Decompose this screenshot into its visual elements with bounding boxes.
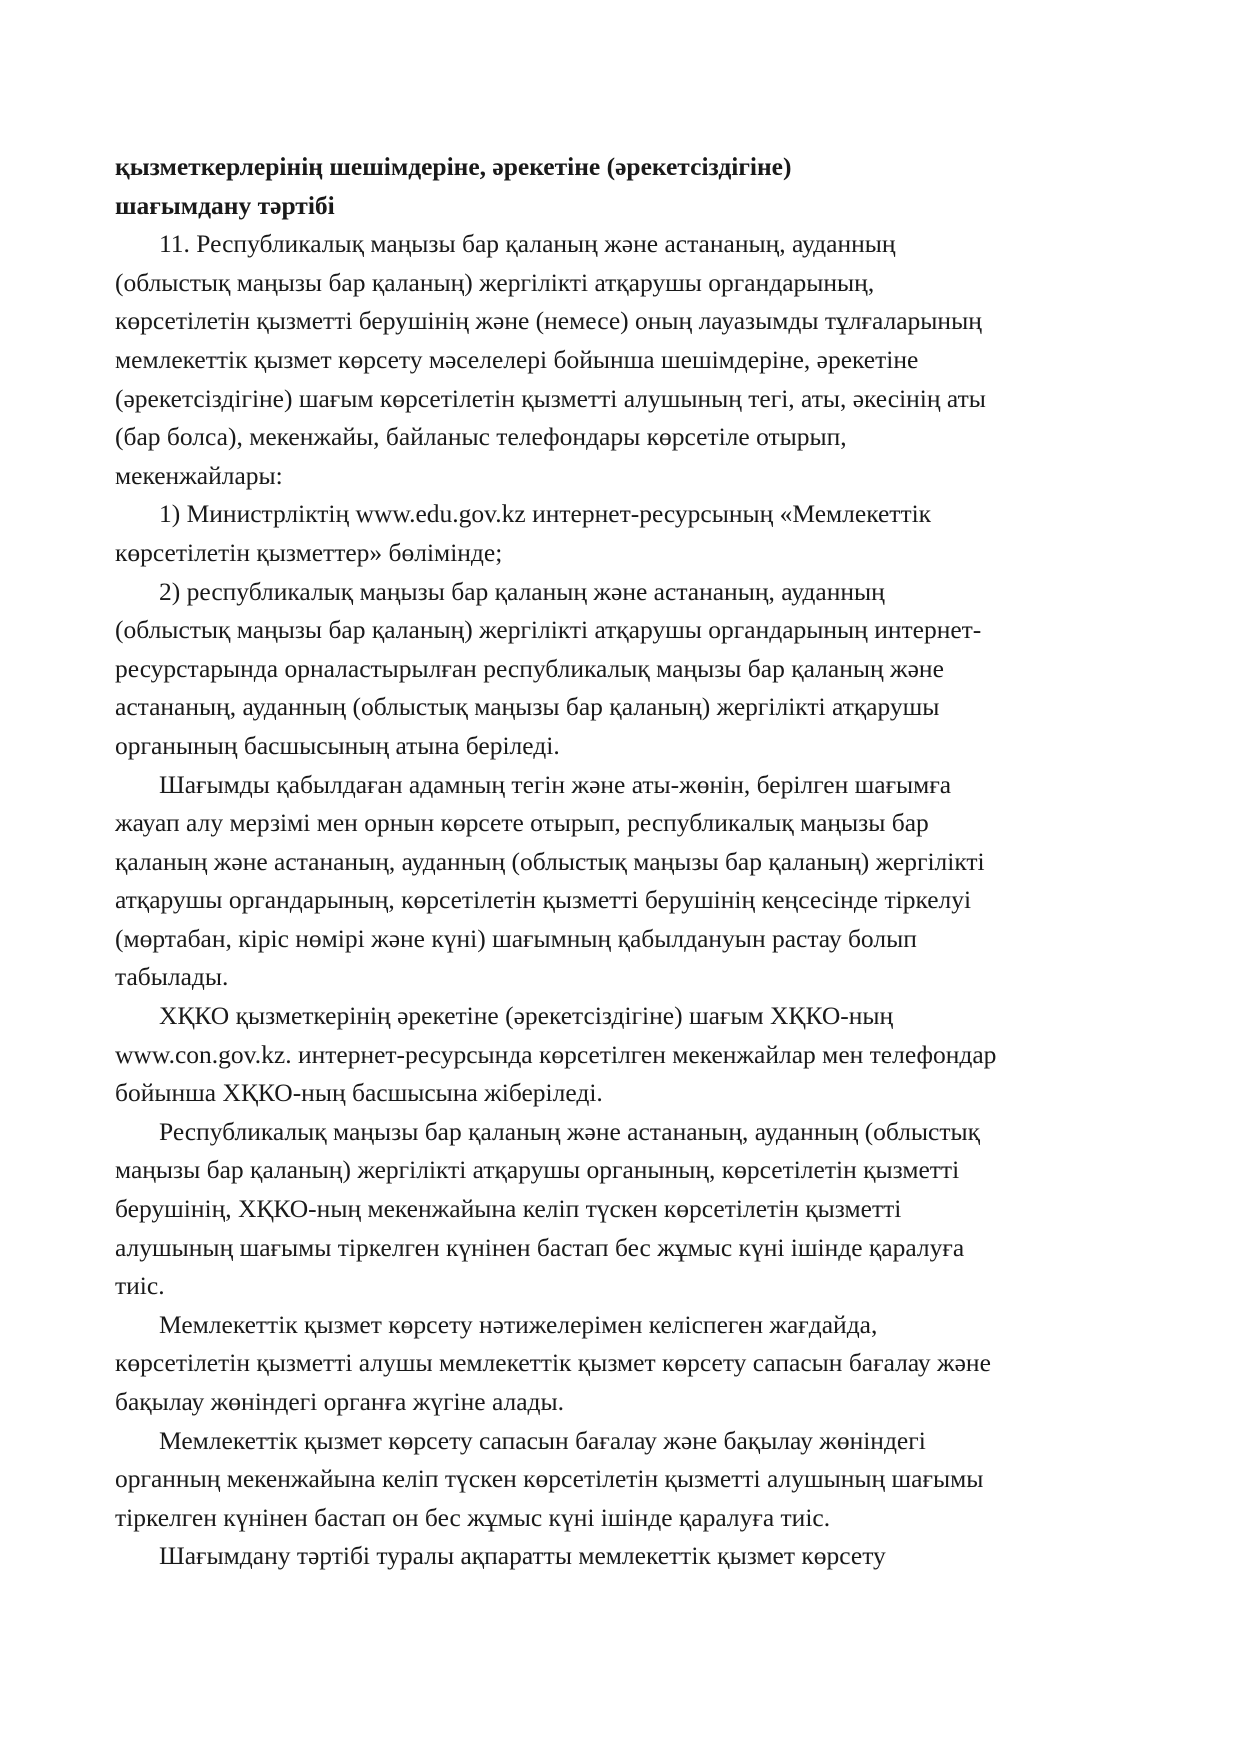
paragraph-line: берушінің, ХҚКО-ның мекенжайына келіп түскен көрсетілетін қызметті (115, 1194, 902, 1224)
paragraph-line: көрсетілетін қызметті берушінің және (немесе) оның лауазымды тұлғаларының (115, 306, 982, 336)
document-text (115, 148, 1150, 1576)
paragraph-first-line: 2) республикалық маңызы бар қаланың және астананың, ауданның (159, 576, 885, 606)
paragraph-line: органның мекенжайына келіп түскен көрсетілетін қызметті алушының шағымы (115, 1464, 984, 1494)
paragraph-line: (облыстық маңызы бар қаланың) жергілікті атқарушы органдарының, (115, 267, 875, 297)
paragraph-line: көрсетілетін қызметтер» бөлімінде; (115, 537, 503, 567)
paragraph-line: бойынша ХҚКО-ның басшысына жіберіледі. (115, 1078, 603, 1108)
paragraph-first-line: 1) Министрліктің www.edu.gov.kz интернет-ресурсының «Мемлекеттік (159, 499, 932, 529)
paragraph-line: органының басшысының атына беріледі. (115, 730, 560, 760)
paragraph-first-line: Мемлекеттік қызмет көрсету сапасын бағалау және бақылау жөніндегі (159, 1425, 926, 1455)
paragraph-first-line: Республикалық маңызы бар қаланың және астананың, ауданның (облыстық (159, 1116, 981, 1146)
paragraph-line: көрсетілетін қызметті алушы мемлекеттік қызмет көрсету сапасын бағалау және (115, 1348, 991, 1378)
paragraph-line: (мөртабан, кіріс нөмірі және күні) шағымның қабылдануын растау болып (115, 923, 917, 953)
paragraph-line: мекенжайлары: (115, 460, 283, 490)
paragraph-line: www.con.gov.kz. интернет-ресурсында көрсетілген мекенжайлар мен телефондар (115, 1039, 997, 1069)
paragraph-line: астананың, ауданның (облыстық маңызы бар қаланың) жергілікті атқарушы (115, 692, 940, 722)
paragraph-line: (әрекетсіздігіне) шағым көрсетілетін қызметті алушының тегі, аты, әкесінің аты (115, 383, 986, 413)
paragraph-line: ресурстарында орналастырылған республикалық маңызы бар қаланың және (115, 653, 944, 683)
section-heading (115, 148, 1150, 225)
paragraph-line: тиіс. (115, 1271, 165, 1301)
paragraph-first-line: Шағымдану тәртібі туралы ақпаратты мемлекеттік қызмет көрсету (159, 1541, 886, 1571)
paragraph-first-line: Мемлекеттік қызмет көрсету нәтижелерімен келіспеген жағдайда, (159, 1309, 878, 1339)
paragraph-first-line: 11. Республикалық маңызы бар қаланың және астананың, ауданның (159, 229, 896, 259)
paragraph-line: жауап алу мерзімі мен орнын көрсете отырып, республикалық маңызы бар (115, 808, 929, 838)
paragraph-first-line: Шағымды қабылдаған адамның тегін және аты-жөнін, берілген шағымға (159, 769, 952, 799)
paragraph-line: табылады. (115, 962, 229, 992)
document-body (115, 225, 1150, 1576)
paragraph-line: бақылау жөніндегі органға жүгіне алады. (115, 1387, 565, 1416)
paragraph-line: маңызы бар қаланың) жергілікті атқарушы органының, көрсетілетін қызметті (115, 1155, 960, 1185)
paragraph-line: (бар болса), мекенжайы, байланыс телефондары көрсетіле отырып, (115, 422, 847, 452)
paragraph-line: мемлекеттік қызмет көрсету мәселелері бойынша шешімдеріне, әрекетіне (115, 344, 919, 374)
paragraph-line: алушының шағымы тіркелген күнінен бастап бес жұмыс күні ішінде қаралуға (115, 1232, 965, 1262)
paragraph-line: атқарушы органдарының, көрсетілетін қызметті берушінің кеңсесінде тіркелуі (115, 885, 972, 915)
paragraph-line: қаланың және астананың, ауданның (облыстық маңызы бар қаланың) жергілікті (115, 846, 985, 876)
heading-line: шағымдану тәртібі (115, 190, 335, 220)
heading-line: қызметкерлерінің шешімдеріне, әрекетіне (әрекетсіздігіне) (115, 152, 792, 181)
paragraph-line: тіркелген күнінен бастап он бес жұмыс күні ішінде қаралуға тиіс. (115, 1502, 831, 1532)
paragraph-line: (облыстық маңызы бар қаланың) жергілікті атқарушы органдарының интернет- (115, 615, 982, 645)
paragraph-first-line: ХҚКО қызметкерінің әрекетіне (әрекетсіздігіне) шағым ХҚКО-ның (159, 1001, 894, 1031)
